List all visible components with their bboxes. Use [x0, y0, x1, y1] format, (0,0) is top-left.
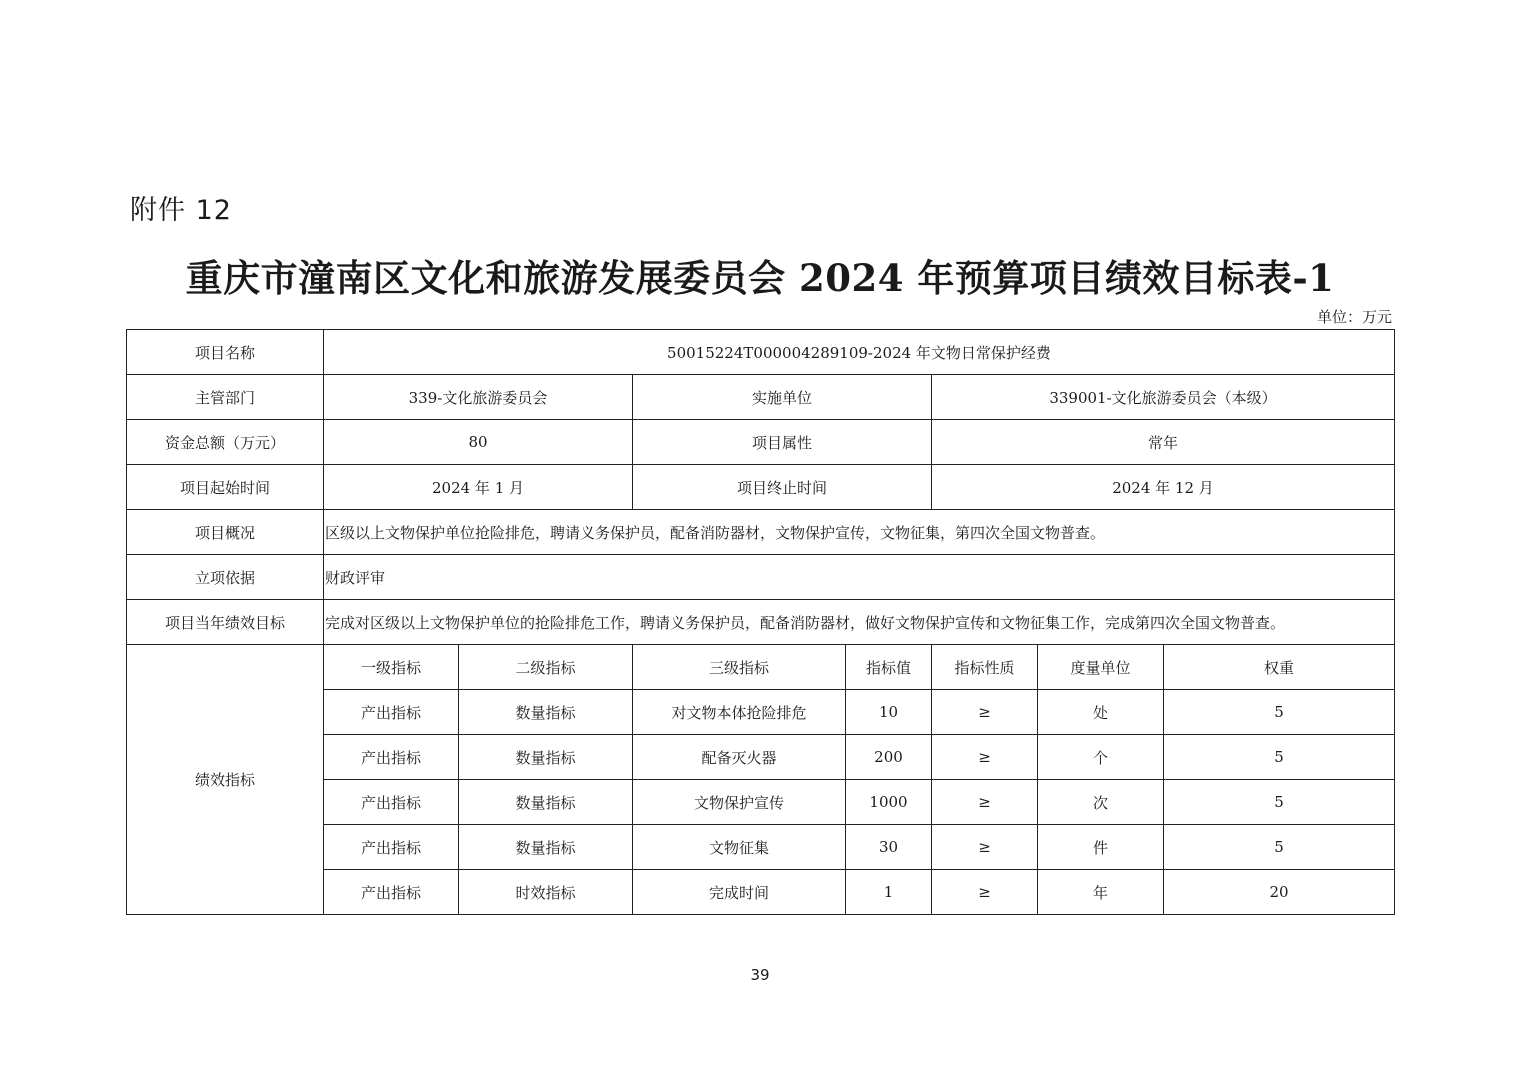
weight-cell: 5	[1164, 735, 1395, 780]
level2-cell: 时效指标	[459, 870, 633, 915]
overview-label: 项目概况	[127, 510, 324, 555]
goal-label: 项目当年绩效目标	[127, 600, 324, 645]
level1-cell: 产出指标	[324, 870, 459, 915]
overview-value: 区级以上文物保护单位抢险排危，聘请义务保护员，配备消防器材，文物保护宣传，文物征集，第四次全国文物普查。	[324, 510, 1395, 555]
attr-label: 项目属性	[633, 420, 932, 465]
start-value: 2024 年 1 月	[324, 465, 633, 510]
attr-value: 常年	[932, 420, 1395, 465]
value-cell: 1	[846, 870, 932, 915]
header-cell: 指标值	[846, 645, 932, 690]
level2-cell: 数量指标	[459, 825, 633, 870]
level3-cell: 配备灭火器	[633, 735, 846, 780]
dept-label: 主管部门	[127, 375, 324, 420]
nature-cell: ≥	[932, 825, 1038, 870]
table-row	[127, 375, 1395, 420]
level2-cell: 数量指标	[459, 735, 633, 780]
level3-cell: 文物保护宣传	[633, 780, 846, 825]
weight-cell: 5	[1164, 690, 1395, 735]
table-row	[127, 555, 1395, 600]
unit-cell: 件	[1038, 825, 1164, 870]
page-number: 39	[750, 966, 770, 984]
header-cell: 权重	[1164, 645, 1395, 690]
end-value: 2024 年 12 月	[932, 465, 1395, 510]
impl-label: 实施单位	[633, 375, 932, 420]
indicators-section-label: 绩效指标	[127, 645, 324, 915]
level1-cell: 产出指标	[324, 690, 459, 735]
header-cell: 三级指标	[633, 645, 846, 690]
weight-cell: 5	[1164, 825, 1395, 870]
nature-cell: ≥	[932, 780, 1038, 825]
unit-cell: 年	[1038, 870, 1164, 915]
level2-cell: 数量指标	[459, 780, 633, 825]
fund-value: 80	[324, 420, 633, 465]
header-cell: 一级指标	[324, 645, 459, 690]
header-cell: 度量单位	[1038, 645, 1164, 690]
weight-cell: 5	[1164, 780, 1395, 825]
unit-cell: 处	[1038, 690, 1164, 735]
basis-value: 财政评审	[324, 555, 1395, 600]
table-row	[127, 510, 1395, 555]
table-row	[127, 465, 1395, 510]
unit-cell: 次	[1038, 780, 1164, 825]
weight-cell: 20	[1164, 870, 1395, 915]
level3-cell: 完成时间	[633, 870, 846, 915]
fund-label: 资金总额（万元）	[127, 420, 324, 465]
value-cell: 200	[846, 735, 932, 780]
header-cell: 指标性质	[932, 645, 1038, 690]
level3-cell: 文物征集	[633, 825, 846, 870]
value-cell: 30	[846, 825, 932, 870]
dept-value: 339-文化旅游委员会	[324, 375, 633, 420]
project-name-label: 项目名称	[127, 330, 324, 375]
level2-cell: 数量指标	[459, 690, 633, 735]
indicator-header-row	[127, 645, 1395, 690]
level1-cell: 产出指标	[324, 780, 459, 825]
table-row	[127, 600, 1395, 645]
unit-cell: 个	[1038, 735, 1164, 780]
performance-target-table	[126, 329, 1395, 915]
value-cell: 10	[846, 690, 932, 735]
table-row	[127, 330, 1395, 375]
level1-cell: 产出指标	[324, 735, 459, 780]
impl-value: 339001-文化旅游委员会（本级）	[932, 375, 1395, 420]
start-label: 项目起始时间	[127, 465, 324, 510]
nature-cell: ≥	[932, 735, 1038, 780]
project-name-value: 50015224T000004289109-2024 年文物日常保护经费	[324, 330, 1395, 375]
header-cell: 二级指标	[459, 645, 633, 690]
table-row	[127, 420, 1395, 465]
end-label: 项目终止时间	[633, 465, 932, 510]
page-title: 重庆市潼南区文化和旅游发展委员会 2024 年预算项目绩效目标表-1	[185, 256, 1335, 300]
level3-cell: 对文物本体抢险排危	[633, 690, 846, 735]
nature-cell: ≥	[932, 870, 1038, 915]
attachment-label: 附件 12	[130, 195, 232, 226]
basis-label: 立项依据	[127, 555, 324, 600]
nature-cell: ≥	[932, 690, 1038, 735]
level1-cell: 产出指标	[324, 825, 459, 870]
unit-label: 单位：万元	[1316, 308, 1392, 326]
value-cell: 1000	[846, 780, 932, 825]
goal-value: 完成对区级以上文物保护单位的抢险排危工作，聘请义务保护员，配备消防器材，做好文物保护宣传和文物征集工作，完成第四次全国文物普查。	[324, 600, 1395, 645]
